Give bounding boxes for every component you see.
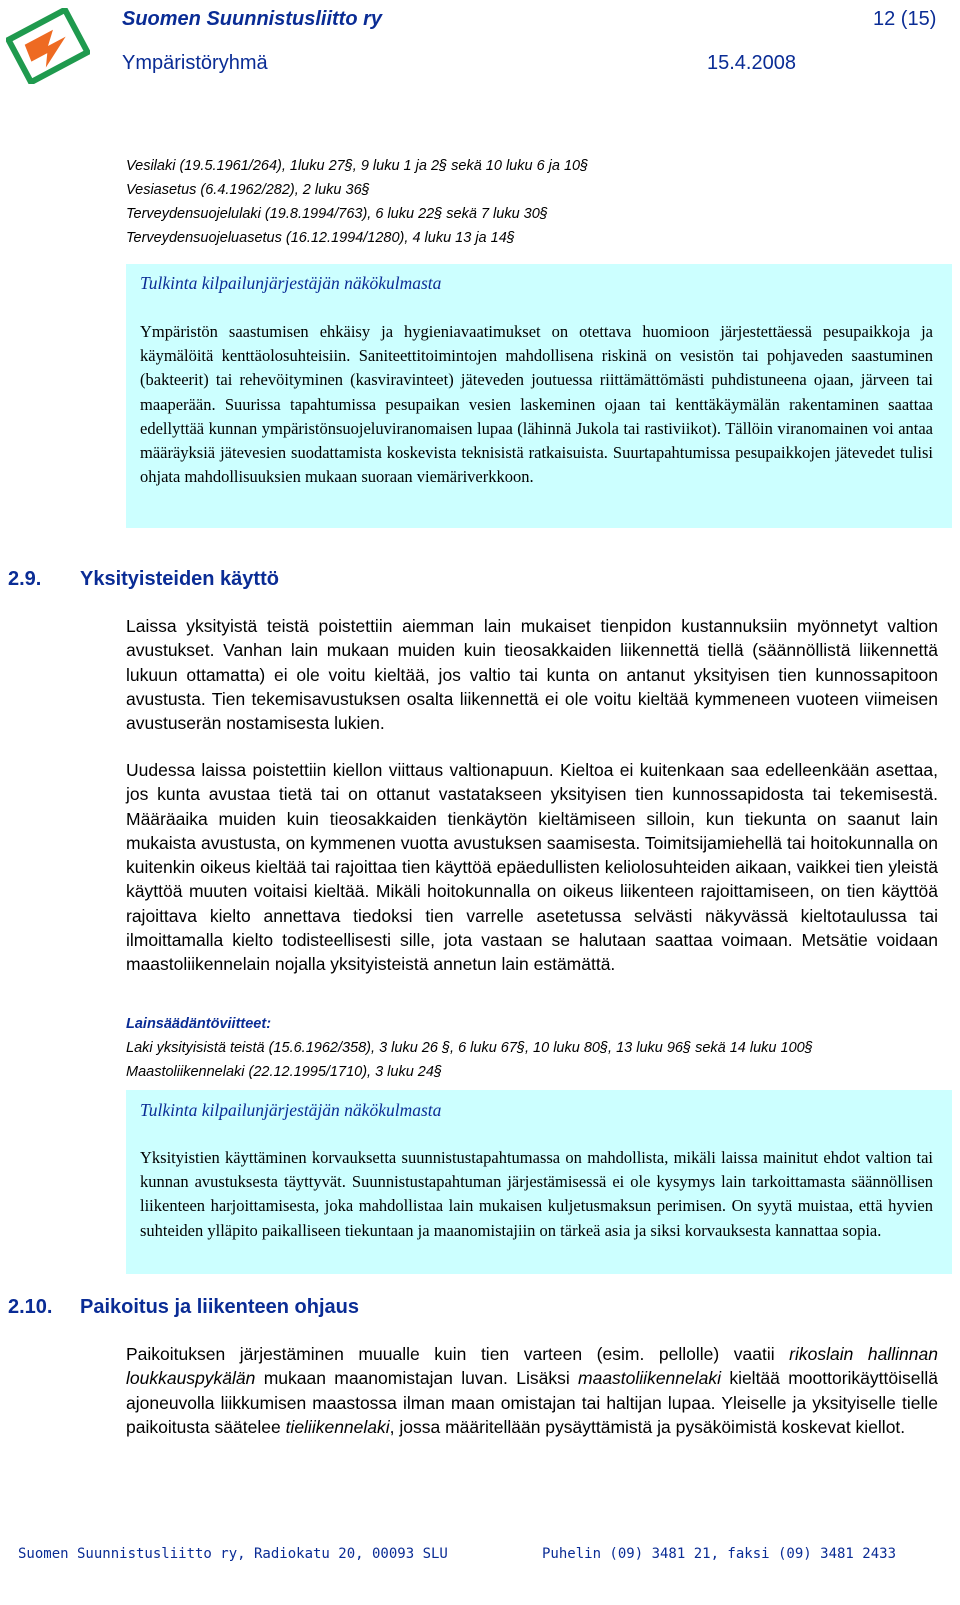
interpretation-box (126, 264, 952, 528)
law-reference: Maastoliikennelaki (22.12.1995/1710), 3 luku 24§ (126, 1064, 442, 1080)
law-reference: Terveydensuojelulaki (19.8.1994/763), 6 luku 22§ sekä 7 luku 30§ (126, 206, 548, 222)
interpretation-box (126, 1090, 952, 1274)
text-run: mukaan maanomistajan luvan. Lisäksi (255, 1368, 579, 1389)
paragraph (126, 1342, 938, 1439)
law-reference: Laki yksityisistä teistä (15.6.1962/358), 3 luku 26 §, 6 luku 67§, 10 luku 80§, 13 luku 96§ sekä 14 luku 100§ (126, 1040, 813, 1056)
footer-contact: Puhelin (09) 3481 21, faksi (09) 3481 2433 (542, 1546, 897, 1562)
law-references (126, 1012, 813, 1084)
text-run: , jossa määritellään pysäyttämistä ja pysäköimistä koskevat kiellot. (389, 1416, 906, 1437)
law-references-top (126, 154, 588, 250)
text-run: Paikoituksen järjestäminen muualle kuin tien varteen (esim. pellolle) vaatii (126, 1344, 790, 1364)
section-title: Paikoitus ja liikenteen ohjaus (80, 1296, 359, 1318)
paragraph: Laissa yksityistä teistä poistettiin aiemman lain mukaiset tienpidon kustannuksiin myönnetyt valtion avustukset. Vanhan lain mukaan muiden kuin tieosakkaiden liikennettä tiellä (säännöllistä liikennettä lukuun ottamatta) ei ole voitu kieltää, jos valtio tai kunta on antanut yksityisen tien kunnossapitoon avustusta. Tien tekemisavustuksen osalta liikennettä ei ole voitu kieltää kymmeneen vuoteen viimeisen avustuserän nostamisesta lukien. (126, 616, 938, 734)
document-group: Ympäristöryhmä (122, 52, 268, 74)
interpretation-text: Ympäristön saastumisen ehkäisy ja hygieniavaatimukset on otettava huomioon järjestettäessä pesupaikkoja ja käymälöitä kenttäolosuhteisiin. Saniteettitoimintojen mahdollisena riskinä on vesistön tai pohjaveden saastuminen (bakteerit) tai rehevöityminen (kasviravinteet) jäteveden joutuessa riittämättömästi puhdistuneena ojaan, järveen tai maaperään. Suurissa tapahtumissa pesupaikan vesien laskeminen ojaan tai kenttäkäymälän rakentaminen saattaa edellyttää kunnan ympäristönsuojeluviranomaisen lupaa (lähinnä Jukola tai rastiviikot). Tällöin viranomainen voi antaa määräyksiä jätevesien suodattamista koskevista teknisistä ratkaisuista. Suurtapahtumissa pesupaikkojen jätevedet tulisi ohjata mahdollisuuksien mukaan suoraan viemäriverkkoon. (140, 322, 933, 487)
section-number: 2.10. (8, 1296, 53, 1318)
italic-term: maastoliikennelaki (578, 1368, 722, 1389)
organization-name: Suomen Suunnistusliitto ry (122, 8, 383, 30)
italic-term: rikoslain hallinnan loukkauspykälän (126, 1344, 938, 1389)
law-reference: Terveydensuojeluasetus (16.12.1994/1280), 4 luku 13 ja 14§ (126, 230, 515, 246)
text-run: kieltää moottorikäyttöisellä ajoneuvolla liikkumisen maastossa ilman maan omistajan tai haltijan lupaa. Yleiselle ja yksityiselle tielle paikoitusta säätelee (126, 1368, 938, 1437)
interpretation-text: Yksityistien käyttäminen korvauksetta suunnistustapahtumassa on mahdollista, mikäli laissa mainitut ehdot valtion tai kunnan avustuksesta täyttyvät. Suunnistustapahtuman järjestämisessä ei ole kysymys lain tarkoittamasta säännöllisen liikenteen harjoittamisesta, joka mahdollistaa lain mukaisen kuljetusmaksun perimisen. On syytä muistaa, että hyvien suhteiden ylläpito paikalliseen tiekuntaan ja maanomistajiin on tärkeä asia ja siksi korvauksesta kannattaa sopia. (140, 1148, 933, 1240)
organization-logo (6, 8, 90, 84)
interpretation-title: Tulkinta kilpailunjärjestäjän näkökulmasta (140, 1100, 442, 1120)
law-reference: Vesiasetus (6.4.1962/282), 2 luku 36§ (126, 182, 370, 198)
law-reference: Vesilaki (19.5.1961/264), 1luku 27§, 9 luku 1 ja 2§ sekä 10 luku 6 ja 10§ (126, 158, 589, 174)
law-references-title: Lainsäädäntöviitteet: (126, 1016, 272, 1032)
section-number: 2.9. (8, 568, 42, 590)
page-number: 12 (15) (873, 8, 937, 30)
interpretation-title: Tulkinta kilpailunjärjestäjän näkökulmasta (140, 273, 442, 293)
footer-address: Suomen Suunnistusliitto ry, Radiokatu 20, 00093 SLU (18, 1546, 448, 1562)
document-date: 15.4.2008 (707, 52, 796, 74)
section-title: Yksityisteiden käyttö (80, 568, 279, 590)
paragraph: Uudessa laissa poistettiin kiellon viittaus valtionapuun. Kieltoa ei kuitenkaan saa edelleenkään asettaa, jos kunta avustaa tietä tai on ottanut vastatakseen yksityisen tien kunnossapidosta tai tekemisestä. Määräaika muiden kuin tieosakkaiden tienkäytön kieltämiseen silloin, kun tiekunta on saanut lain mukaista avustusta, on kymmenen vuotta avustuksen saamisesta. Toimitsijamiehellä tai hoitokunnalla on kuitenkin oikeus kieltää tai rajoittaa tien käyttöä epäedullisten keliolosuhteiden aikaan, vaikkei tien yleistä käyttöä muuten voitaisi kieltää. Mikäli hoitokunnalla on oikeus liikenteen rajoittamiseen, on tien käyttöä rajoittava kielto annettava tiedoksi tien varrelle asetetussa selvästi näkyvässä kieltotaulussa tai ilmoittamalla kielto todisteellisesti sille, jota vastaan se halutaan saattaa voimaan. Metsätie voidaan maastoliikennelain nojalla yksityisteistä annetun lain estämättä. (126, 760, 938, 975)
italic-term: tieliikennelaki (285, 1416, 390, 1437)
